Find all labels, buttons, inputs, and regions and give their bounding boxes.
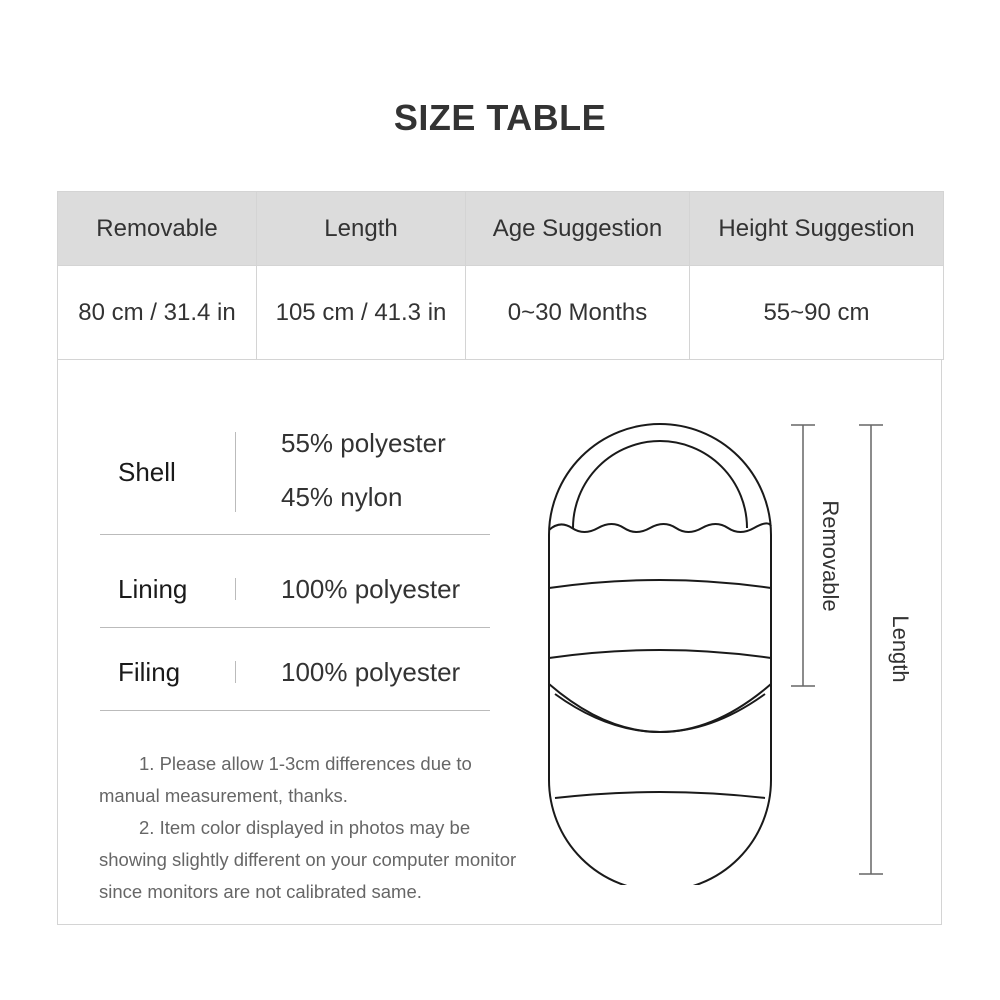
quilt-seam bbox=[555, 792, 765, 798]
size-table-header-row bbox=[58, 192, 944, 266]
size-table bbox=[57, 191, 944, 360]
hood-arc bbox=[573, 441, 747, 528]
divider bbox=[235, 578, 236, 600]
opening-edge bbox=[549, 523, 771, 532]
note-2: 2. Item color displayed in photos may be showing slightly different on your computer monitor since monitors are not calibrated same. bbox=[99, 817, 517, 902]
cell-age-suggestion: 0~30 Months bbox=[466, 266, 690, 360]
material-label-shell: Shell bbox=[118, 457, 176, 487]
note-1: 1. Please allow 1-3cm differences due to manual measurement, thanks. bbox=[99, 753, 472, 806]
material-value-lining: 100% polyester bbox=[281, 574, 461, 604]
header-length: Length bbox=[257, 192, 466, 266]
divider bbox=[235, 432, 236, 512]
header-removable: Removable bbox=[58, 192, 257, 266]
material-value-filing: 100% polyester bbox=[281, 657, 461, 687]
quilt-seam bbox=[549, 580, 771, 588]
divider bbox=[235, 661, 236, 683]
notes bbox=[99, 748, 529, 908]
header-age-suggestion: Age Suggestion bbox=[466, 192, 690, 266]
material-label-lining: Lining bbox=[118, 574, 188, 604]
table-row bbox=[58, 266, 944, 360]
divider bbox=[100, 710, 490, 711]
pocket-arc bbox=[549, 684, 771, 732]
material-label-filing: Filing bbox=[118, 657, 181, 687]
page-title: SIZE TABLE bbox=[393, 97, 607, 138]
divider bbox=[100, 534, 490, 535]
length-label: Length bbox=[888, 615, 913, 683]
cell-removable: 80 cm / 31.4 in bbox=[58, 266, 257, 360]
removable-label: Removable bbox=[818, 500, 843, 612]
quilt-seam bbox=[549, 650, 771, 658]
pocket-arc bbox=[555, 694, 765, 732]
header-height-suggestion: Height Suggestion bbox=[690, 192, 944, 266]
sleeping-bag-diagram bbox=[530, 405, 930, 885]
material-value-shell-1: 55% polyester bbox=[281, 428, 446, 458]
divider bbox=[100, 627, 490, 628]
material-value-shell-2: 45% nylon bbox=[281, 482, 403, 512]
cell-length: 105 cm / 41.3 in bbox=[257, 266, 466, 360]
cell-height-suggestion: 55~90 cm bbox=[690, 266, 944, 360]
